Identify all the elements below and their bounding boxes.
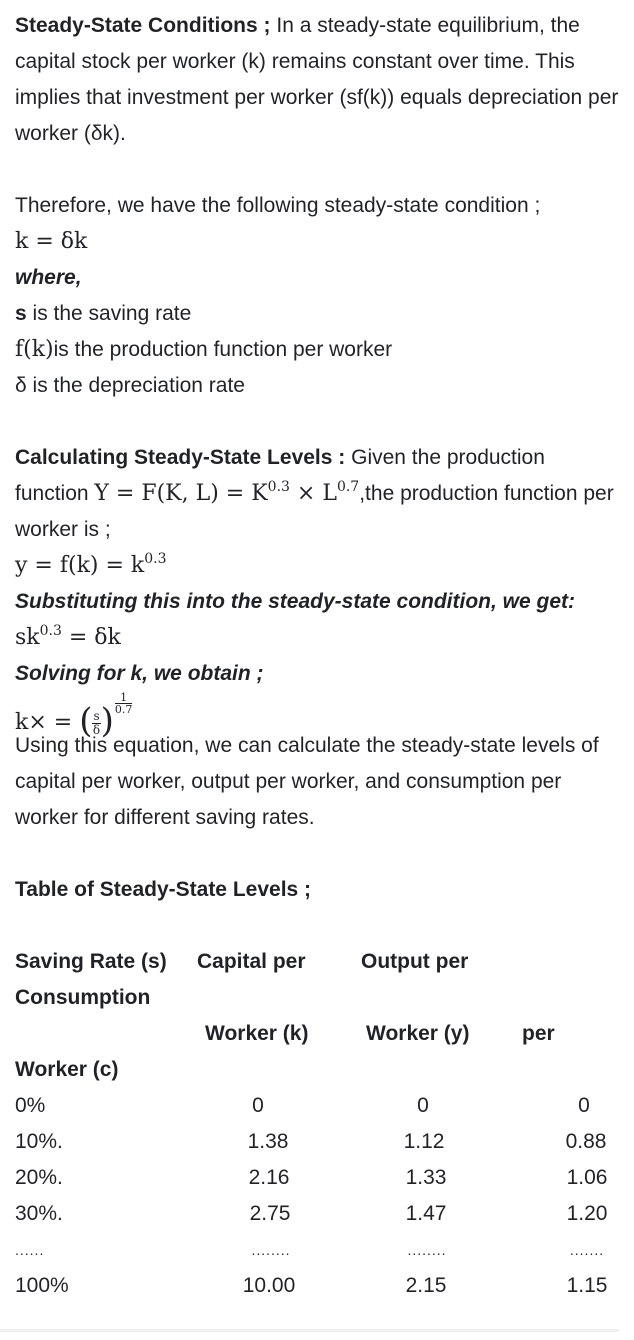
row-3-saving: 30%. xyxy=(15,1202,63,1225)
section-heading: Steady-State Conditions ; xyxy=(15,14,271,37)
header-consumption: Consumption xyxy=(15,986,151,1009)
header-output: Output per xyxy=(361,950,469,973)
row-2-capital: 2.16 xyxy=(248,1166,290,1189)
steady-state-k-formula: k× = ( $\frac{s}{\delta}$) $\frac{1}{0.7}$ xyxy=(15,691,133,741)
section-heading: Calculating Steady-State Levels : xyxy=(15,446,346,469)
substituted-equation: $sk^{0.3} = \delta k$ xyxy=(15,623,121,650)
header-saving-rate: Saving Rate (s) xyxy=(15,950,167,973)
definition-delta: δ is the depreciation rate xyxy=(15,374,245,397)
steady-state-table xyxy=(15,944,619,1310)
row-1-capital: 1.38 xyxy=(247,1130,289,1153)
header-capital: Capital per xyxy=(197,950,306,973)
row-1-output: 1.12 xyxy=(403,1130,445,1153)
row-5-consumption: 1.15 xyxy=(566,1274,608,1297)
row-2-consumption: 1.06 xyxy=(566,1166,608,1189)
row-3-capital: 2.75 xyxy=(249,1202,291,1225)
row-ellipsis-consumption: ....... xyxy=(569,1242,605,1258)
row-2-output: 1.33 xyxy=(405,1166,447,1189)
definition-s: s is the saving rate xyxy=(15,302,192,325)
calculating-levels-paragraph: Calculating Steady-State Levels : Given the production function Y = F(K, $L) = K^{0.3} \times L^{0.7},the$ production function per worker is ; xyxy=(15,446,614,541)
steady-state-conditions-paragraph: Steady-State Conditions ; In a steady-state equilibrium, the capital stock per worker (k) remains constant over time. This implies that investment per worker (sf(k)) equals depreciation per worker (δk). xyxy=(15,14,619,145)
table-title: Table of Steady-State Levels ; xyxy=(15,878,312,901)
substituting-label: Substituting this into the steady-state condition, we get: xyxy=(15,590,576,613)
definition-f: f(k)is the production function per worker xyxy=(15,337,393,362)
row-ellipsis-capital: ........ xyxy=(251,1242,291,1258)
per-worker-production-equation: $y = f(k) = k^{0.3}$ xyxy=(15,551,167,578)
row-5-capital: 10.00 xyxy=(242,1274,296,1297)
row-ellipsis-saving: ...... xyxy=(15,1242,45,1258)
row-3-output: 1.47 xyxy=(405,1202,447,1225)
row-0-output: 0 xyxy=(417,1094,429,1117)
row-5-saving: 100% xyxy=(15,1274,69,1297)
solving-label: Solving for k, we obtain ; xyxy=(15,662,264,685)
header-worker-c: Worker (c) xyxy=(15,1058,119,1081)
row-0-saving: 0% xyxy=(15,1094,46,1117)
row-ellipsis-output: ........ xyxy=(407,1242,447,1258)
row-5-output: 2.15 xyxy=(405,1274,447,1297)
condition-intro: Therefore, we have the following steady-state condition ; xyxy=(15,194,541,217)
closing-paragraph: Using this equation, we can calculate the steady-state levels of capital per worker, output per worker, and consumption per worker for different saving rates. xyxy=(15,734,599,829)
row-2-saving: 20%. xyxy=(15,1166,63,1189)
header-worker-k: Worker (k) xyxy=(205,1022,309,1045)
row-1-consumption: 0.88 xyxy=(565,1130,607,1153)
row-0-capital: 0 xyxy=(252,1094,264,1117)
row-1-saving: 10%. xyxy=(15,1130,63,1153)
header-worker-y: Worker (y) xyxy=(366,1022,470,1045)
header-per: per xyxy=(522,1022,555,1045)
row-0-consumption: 0 xyxy=(578,1094,590,1117)
steady-state-equation: k = δk xyxy=(15,229,88,254)
bottom-divider xyxy=(0,1329,619,1332)
row-3-consumption: 1.20 xyxy=(566,1202,608,1225)
where-label: where, xyxy=(15,266,82,289)
